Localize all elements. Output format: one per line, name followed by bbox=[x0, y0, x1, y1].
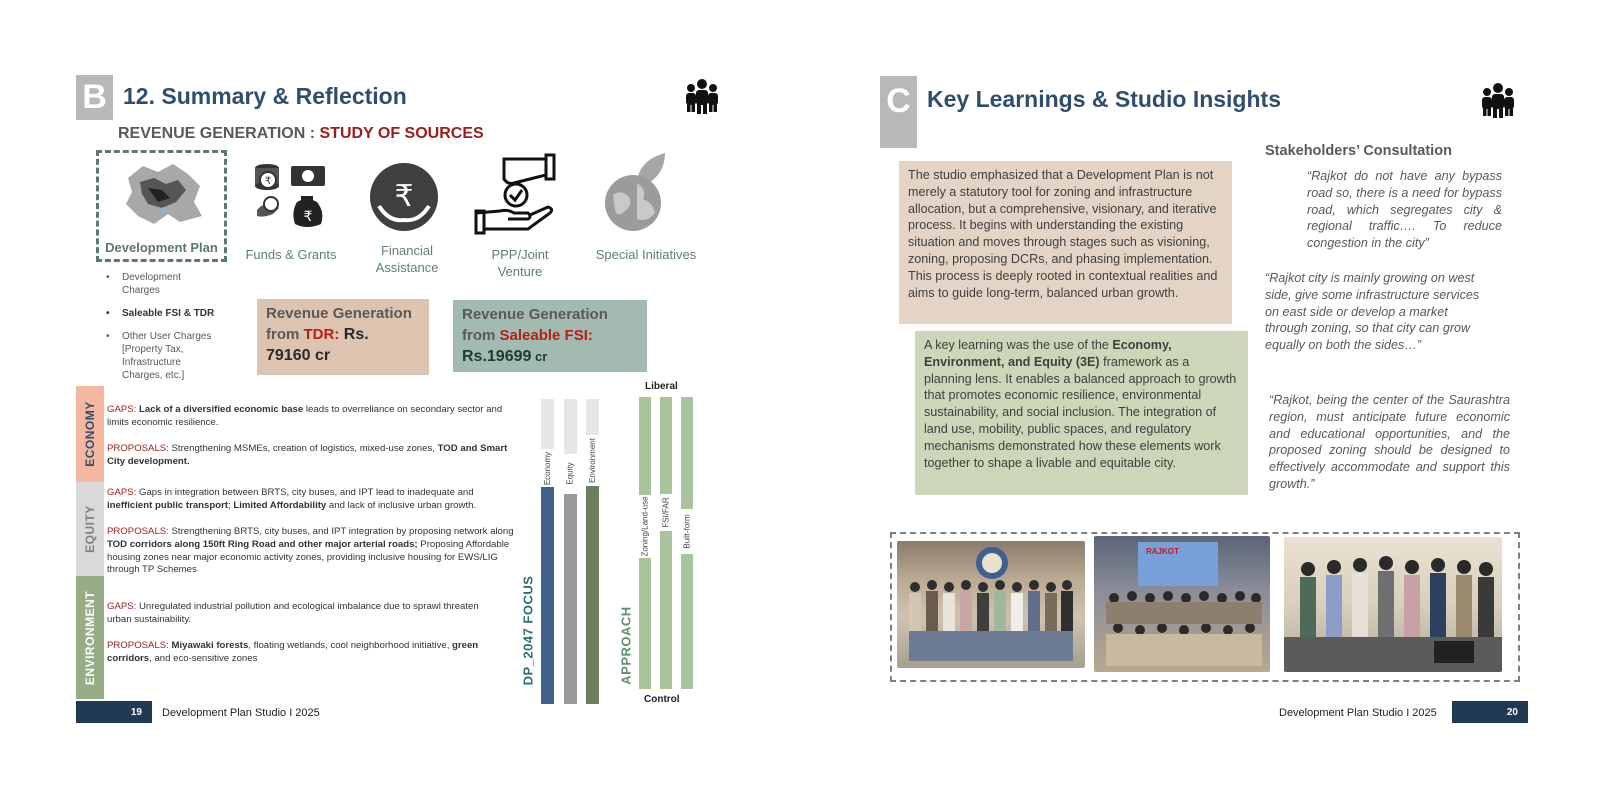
section-letter-b: B bbox=[76, 75, 113, 120]
group-photo-2 bbox=[1094, 536, 1270, 672]
rupee-hands-icon bbox=[369, 162, 439, 232]
builtform-approach-bar bbox=[681, 554, 693, 689]
environment-section-label: ENVIRONMENT bbox=[76, 576, 104, 699]
money-icon bbox=[251, 158, 327, 234]
stakeholder-quote-2: “Rajkot city is mainly growing on west side, give some infrastructure services on east side or develop a market through zoning, so that city can grow equally on both the sides…” bbox=[1265, 271, 1480, 353]
special-initiatives-label: Special Initiatives bbox=[595, 247, 697, 262]
tdr-card-from: from bbox=[266, 326, 304, 343]
control-label: Control bbox=[644, 694, 680, 705]
economy-gaps-rest: leads to overreliance on secondary sector and limits economic resilience. bbox=[107, 404, 503, 428]
zoning-approach-bar-top bbox=[639, 397, 651, 495]
economy-focus-bar-label: Economy bbox=[543, 451, 553, 485]
env-prop-bold1: Miyawaki forests bbox=[168, 640, 249, 651]
page-number-20: 20 bbox=[1452, 701, 1528, 723]
equity-gaps-bold2: Limited Affordability bbox=[233, 499, 327, 511]
bullet-3-line1: • Other User Charges bbox=[122, 331, 212, 342]
equity-focus-bar-label: Equity bbox=[566, 461, 576, 485]
three-e-framework-box bbox=[915, 331, 1248, 495]
financial-assistance-label bbox=[352, 242, 462, 276]
fsi-revenue-card bbox=[453, 300, 647, 372]
list-item: • Saleable FSI & TDR bbox=[106, 307, 226, 320]
list-item bbox=[106, 330, 226, 382]
financial-line1: Financial bbox=[380, 243, 434, 258]
equity-prop-rest2: Proposing Affordable housing zones near major economic activity zones, providing inclusive housing for EWS/LIG through TP Schemes bbox=[107, 538, 510, 576]
fsi-approach-bar bbox=[660, 531, 672, 689]
stakeholder-quote-1: “Rajkot do not have any bypass road so, there is a need for bypass road, which segregates city & regional traffic…. To reduce congestion in the city” bbox=[1307, 169, 1502, 251]
dp2047-focus-label: DP_2047 FOCUS bbox=[520, 575, 536, 685]
environment-focus-bar bbox=[586, 486, 599, 704]
environment-gaps-rest: Unregulated industrial pollution and ecological imbalance due to sprawl threaten urban sustainability. bbox=[107, 601, 479, 625]
revenue-heading-part1: REVENUE GENERATION : bbox=[118, 125, 320, 142]
zoning-approach-bar-label: Zoning/Land-use bbox=[640, 495, 650, 557]
proposals-tag: PROPOSALS: bbox=[107, 526, 169, 537]
section-letter-c: C bbox=[880, 76, 917, 148]
economy-focus-bar bbox=[541, 487, 554, 704]
ppp-line2: Venture bbox=[497, 264, 543, 279]
fsi-card-line1: Revenue Generation bbox=[462, 306, 608, 323]
gaps-tag: GAPS: bbox=[107, 601, 137, 612]
liberal-label: Liberal bbox=[645, 381, 678, 392]
tdr-card-tdr: TDR: bbox=[303, 326, 340, 343]
env-prop-bold2: green corridors bbox=[107, 640, 479, 664]
funds-grants-label: Funds & Grants bbox=[245, 247, 337, 262]
environment-focus-bar-label: Environment bbox=[588, 437, 598, 483]
fsi-card-from: from bbox=[462, 327, 500, 344]
fsi-approach-bar-top bbox=[660, 397, 672, 494]
page-title-left: 12. Summary & Reflection bbox=[123, 83, 407, 109]
equity-gaps-rest2: and lack of inclusive urban growth. bbox=[326, 499, 477, 511]
fsi-approach-bar-label: FSI/FAR bbox=[661, 496, 671, 528]
environment-focus-bar-top bbox=[586, 399, 599, 435]
page-title-right: Key Learnings & Studio Insights bbox=[927, 86, 1281, 112]
box2-pre: A key learning was the use of the bbox=[924, 338, 1113, 352]
photo-banner-text: RAJKOT bbox=[1146, 547, 1179, 556]
equity-prop-bold: TOD corridors along 150ft Ring Road and other major arterial roads; bbox=[107, 538, 418, 550]
economy-section-label: ECONOMY bbox=[76, 386, 104, 482]
bullet-1-line2: Charges bbox=[122, 285, 160, 296]
list-item bbox=[106, 271, 226, 297]
svg-text:₹: ₹ bbox=[264, 176, 272, 187]
handshake-care-icon bbox=[474, 153, 558, 237]
people-icon bbox=[684, 77, 720, 115]
footer-text-left: Development Plan Studio I 2025 bbox=[162, 707, 320, 719]
gaps-tag: GAPS: bbox=[107, 404, 137, 415]
zoning-approach-bar bbox=[639, 558, 651, 689]
revenue-heading bbox=[118, 125, 484, 143]
svg-text:₹: ₹ bbox=[394, 179, 414, 214]
group-photo-1 bbox=[897, 541, 1085, 668]
proposals-tag: PROPOSALS: bbox=[107, 640, 169, 651]
equity-focus-bar bbox=[564, 494, 577, 704]
tdr-revenue-card bbox=[257, 299, 429, 375]
development-plan-label: Development Plan bbox=[105, 240, 218, 255]
tdr-card-amount: 79160 cr bbox=[266, 347, 331, 364]
equity-gaps-sep: ; bbox=[228, 499, 234, 511]
fsi-card-amount: Rs.19699 bbox=[462, 348, 532, 365]
economy-gaps-bold: Lack of a diversified economic base bbox=[139, 404, 304, 415]
approach-label: APPROACH bbox=[618, 605, 634, 685]
equity-gaps-rest1: Gaps in integration between BRTS, city buses, and IPT lead to inadequate and bbox=[136, 487, 474, 498]
tdr-card-line1: Revenue Generation bbox=[266, 305, 412, 322]
builtform-approach-bar-label: Built-form bbox=[682, 513, 692, 549]
people-icon bbox=[1480, 81, 1516, 119]
economy-gaps bbox=[107, 404, 517, 430]
bullet-3-line2: [Property Tax, bbox=[122, 344, 184, 355]
builtform-approach-bar-top bbox=[681, 397, 693, 509]
financial-line2: Assistance bbox=[375, 260, 439, 275]
stakeholders-heading: Stakeholders’ Consultation bbox=[1265, 143, 1452, 159]
fsi-card-fsi: Saleable FSI: bbox=[499, 327, 593, 344]
globe-leaf-icon bbox=[603, 149, 669, 233]
equity-gaps bbox=[107, 487, 517, 513]
economy-prop-bold: TOD and Smart City development. bbox=[107, 443, 508, 467]
box2-post: framework as a planning lens. It enables a balanced approach to growth that promotes economic resilience, environmental sustainability, and social inclusion. The integration of land use, mobility, public spaces, and regulatory mechanisms demonstrated how these elements work together to shape a livable and equitable city. bbox=[924, 354, 1237, 470]
group-photo-3 bbox=[1284, 537, 1502, 672]
equity-section-label: EQUITY bbox=[76, 482, 104, 576]
environment-gaps bbox=[107, 601, 487, 627]
env-prop-rest1: , floating wetlands, cool neighborhood initiative, bbox=[248, 640, 453, 651]
bullet-1-line1: • Development bbox=[122, 272, 181, 283]
svg-text:₹: ₹ bbox=[303, 209, 313, 225]
ppp-venture-label bbox=[465, 246, 575, 280]
city-map-icon bbox=[118, 158, 208, 228]
footer-text-right: Development Plan Studio I 2025 bbox=[1279, 707, 1437, 719]
tdr-card-rs: Rs. bbox=[339, 326, 369, 343]
studio-learning-box: The studio emphasized that a Development Plan is not merely a statutory tool for zoning and infrastructure allocation, but a comprehensive, visionary, and iterative process. It begins with understanding the existing situation and moves through stages such as visioning, zoning, proposing DCRs, and phasing implementation. This process is deeply rooted in contextual realities and aims to guide long-term, balanced urban growth. bbox=[899, 161, 1232, 324]
gaps-tag: GAPS: bbox=[107, 487, 137, 498]
box2-bold: Economy, Environment, and Equity (3E) bbox=[924, 338, 1172, 369]
proposals-tag: PROPOSALS: bbox=[107, 443, 169, 454]
equity-focus-bar-top bbox=[564, 399, 577, 454]
page-number-19: 19 bbox=[76, 701, 152, 723]
fsi-card-unit: cr bbox=[531, 349, 548, 364]
environment-proposals bbox=[107, 640, 517, 666]
equity-gaps-bold1: inefficient public transport bbox=[107, 499, 228, 511]
env-prop-rest2: , and eco-sensitive zones bbox=[149, 652, 258, 664]
economy-prop-rest: Strengthening MSMEs, creation of logistics, mixed-use zones, bbox=[168, 443, 438, 454]
revenue-source-list bbox=[106, 271, 226, 392]
bullet-3-line4: Charges, etc.] bbox=[122, 370, 185, 381]
ppp-line1: PPP/Joint bbox=[491, 247, 549, 262]
revenue-heading-part2: STUDY OF SOURCES bbox=[319, 125, 484, 142]
stakeholder-quote-3: “Rajkot, being the center of the Saurashtra region, must anticipate future economic and educational opportunities, and the proposed zoning should be designed to effectively accommodate and support this growth.” bbox=[1269, 393, 1510, 491]
bullet-3-line3: Infrastructure bbox=[122, 357, 181, 368]
equity-proposals bbox=[107, 526, 522, 577]
equity-prop-rest1: Strengthening BRTS, city buses, and IPT integration by proposing network along bbox=[168, 526, 514, 537]
economy-proposals bbox=[107, 443, 517, 469]
economy-focus-bar-top bbox=[541, 399, 554, 449]
